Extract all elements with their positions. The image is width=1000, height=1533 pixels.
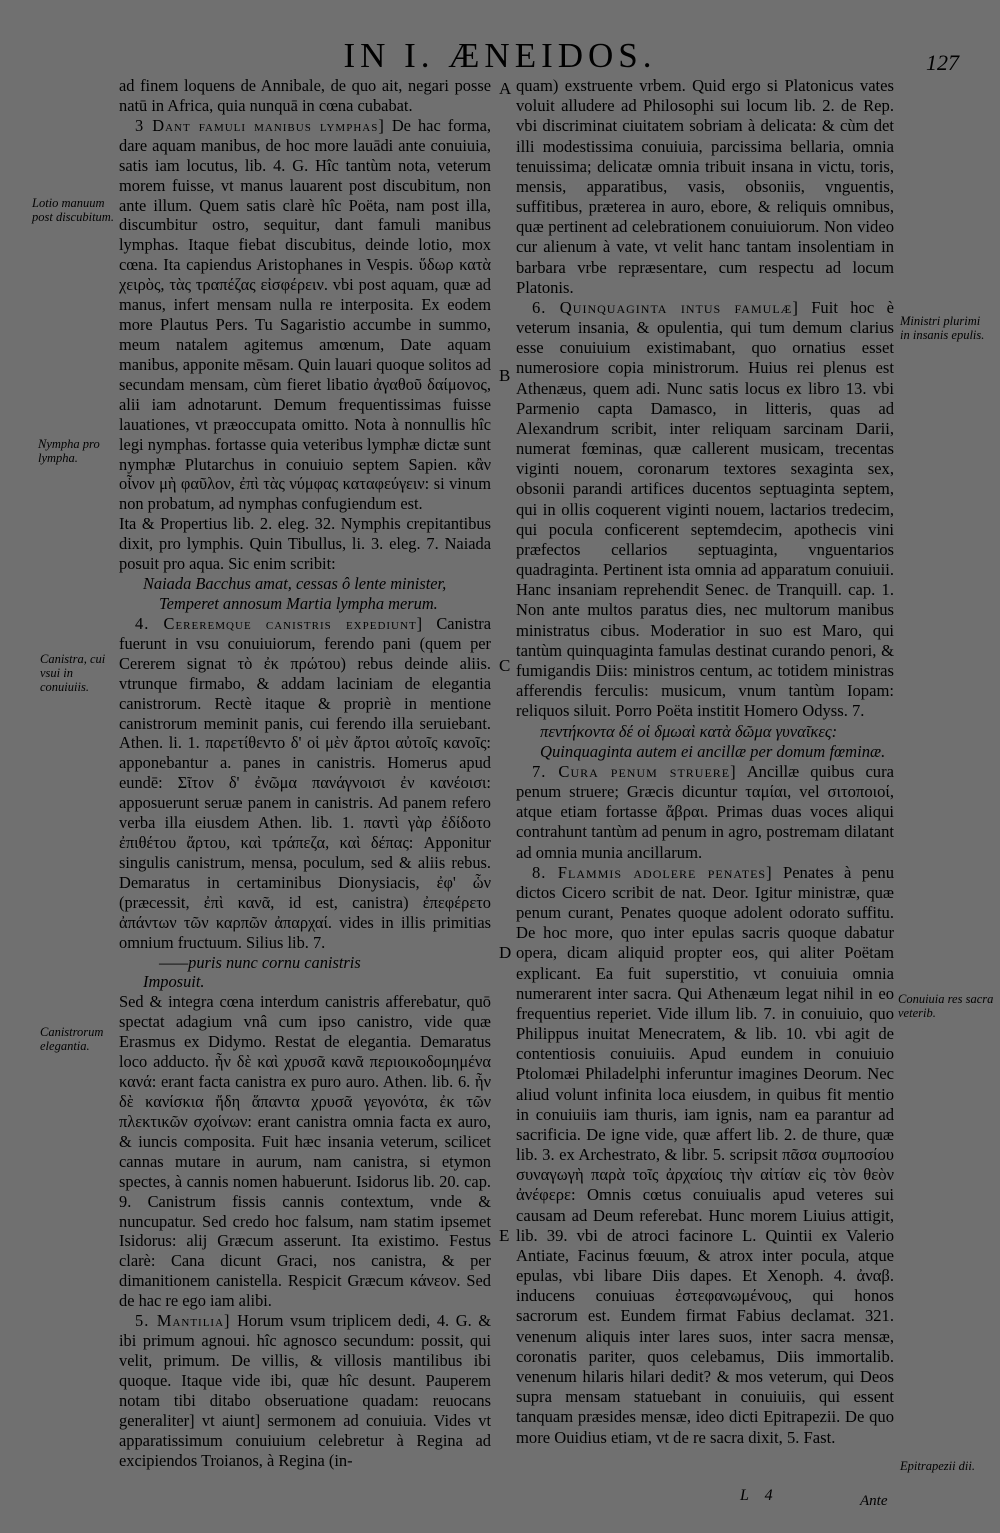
body-text: Naiada Bacchus amat, cessas ô lente minister, [143,574,447,594]
right-paragraph [516,863,894,1448]
lemma-heading: 6. Quinquaginta intus famulæ] [532,297,799,317]
left-paragraph [119,76,491,116]
body-text: Horum vsum triplicem dedi, 4. G. & ibi primum agnoui. hîc agnosco secundum: possit, qui velit, primum. De villis, & villosis mantilibus ibi quoque. Itaque vide ibi, quæ hîc desunt. Pauperem notam tibi ditabo obseruatione quadam: reuocans generaliter] vt aiunt] sermonem ad conuiuia. Vides vt apparatissimum conuiuium celebretur à Regina ad excipiendos Troianos, à Regina (in- [119,1311,491,1470]
running-title: IN I. ÆNEIDOS. [343,36,657,75]
signature-mark: L 4 [740,1487,779,1504]
page-number: 127 [926,50,959,75]
section-letter-b: B [499,366,511,385]
lemma-heading: 5. Mantilia] [135,1311,231,1331]
section-letter-c: C [499,656,511,675]
left-verse-line [119,574,491,594]
right-verse-line [516,742,894,762]
margin-note-nympha: Nympha pro lympha. [38,437,100,465]
body-text: Ancillæ quibus cura penum struere; Græcis dicuntur ταμίαι, vel σιτοποιοί, atque etiam fortasse ἄβραι. Primas duas voces aliqui contrahunt tantùm ad penum in agro, postremam dilatant ad omnia munia ancillarum. [516,761,894,862]
margin-note-lotio: Lotio manuum post discubitum. [32,196,114,224]
body-text: Quinquaginta autem ei ancillæ per domum fœminæ. [540,741,886,761]
body-text: Canistra fuerunt in vsu conuiuiorum, ferendo pani (quem per Cererem signat τὸ ἐκ πρώτου) rebus deinde aliis. vtrunque firmabo, & addam laciniam de elegantia canistrorum. Rectè itaque & propriè in mentione canistrorum meminit panis, cui ferendo illa seruiebant. Athen. li. 1. παρετίθεντο δ' οἱ μὲν ἄρτοι αὐτοῖς κανοῖς: apponebantur a. panes in canistris. Homerus apud eundē: Σῖτον δ' ἐνῶμα πανάγνοισι ἐν κανέοισι: apposuerunt seruæ panem in canistris. Ad panem refero verba illa eiusdem Athen. lib. 1. παντὶ γὰρ ἐδίδοτο ἐπιθέτου ἄρτου, καὶ τράπεζα, καὶ δέπας: Apponitur singulis canistrum, mensa, poculum, sed & aliis rebus. Demaratus in certaminibus Dionysiacis, ἐφ' ὧν (præcessit, ἐπὶ κανᾶ, id est, canistra) ἐπεφέρετο ἀπάντων τῶν καρπῶν ἀπαρχαί. vides in illis primitias omnium fructuum. Silius lib. 7. [119,613,491,952]
left-paragraph [119,116,491,514]
catchword: Ante [860,1493,888,1509]
body-text: πεντήκοντα δέ οἱ δμωαὶ κατὰ δῶμα γυναῖκες: [540,721,838,741]
margin-note-canistrorum: Canistrorum elegantia. [40,1025,104,1053]
left-paragraph [119,514,491,574]
body-text: Ita & Propertius lib. 2. eleg. 32. Nymphis crepitantibus dixit, pro lymphis. Quin Tibullus, li. 3. eleg. 7. Naiada posuit pro aqua. Sic enim scribit: [119,514,491,574]
lemma-heading: 4. Cereremque canistris expediunt] [135,613,424,633]
body-text: Fuit hoc è veterum insania, & opulentia, qui tum demum clarius esse conuiuium existimabant, quo ornatius esset numerosiore copia ministrorum. Huius rei plenus est Athenæus, quem adi. Nunc satis locus ex libro 13. vbi Parmenio capta Damasco, in litteris, quas ad Alexandrum scribit, inter reliquam sarcinam Darii, numerat fœminas, quæ callerent musicam, trecentas viginti nouem, coronarum textores sexaginta sex, obsonii parandi artifices ducentos septuaginta septem, qui in ollis coquerent viginti nouem, lactarios tredecim, qui pocula conficerent septemdecim, apothecis vini præfectos cellarios septuaginta, vnguentarios quadraginta. Pertinent ista omnia ad apparatum conuiuii. Hanc insaniam reprehendit Senec. de Tranquill. cap. 1. Non ante multos paratus dies, nec multorum manibus ministratus cibus. Moderatior in suo est Maro, qui tantùm quinquaginta famulas destinat curando penori, & fumigandis Diis: ministros centum, ac totidem ministras afferendis ferculis: musicum, vnum tantùm Iopam: reliquos siluit. Porro Poëta institit Homero Odyss. 7. [516,297,894,721]
section-letter-d: D [499,943,512,962]
right-paragraph [516,298,894,722]
body-text: ad finem loquens de Annibale, de quo ait, negari posse natū in Africa, quia nunquā in cœna cubabat. [119,76,491,115]
left-paragraph [119,992,491,1311]
left-verse-line [119,953,491,973]
lemma-heading: 8. Flammis adolere penates] [532,862,773,882]
body-text: Penates à penu dictos Cicero scribit de nat. Deor. Igitur ministræ, quæ penum curant, Penates quoque adolent odorato suffitu. De hoc more, quo inter epulas sacris quoque dabatur opera, dicam aliquid propter eos, qui aliter Poëtam explicant. Ea fuit superstitio, vt conuiuia omnia numerarent inter sacra. Qui Athenæum legat nihil in eo frequentius reperiet. Vide illum lib. 7. in conuiuio, quo Philippus inuitat Menecratem, & lib. 10. vbi agit de contentiosis conuiuiis. Apud eundem in conuiuio Ptolomæi Philadelphi inferuntur imagines Deorum. Nec aliud volunt infinita loca eiusdem, in quibus fit mentio in conuiuiis iam thuris, iam ignis, nam ea parantur ad sacrificia. De igne vide, quæ affert lib. 2. de thure, quæ lib. 3. ex Archestrato, & libr. 5. scripsit πᾶσα συμποσίου συναγωγὴ παρὰ τοῖς ἀρχαίοις τὴν αἰτίαν εἰς τὸν θεὸν ἀνέφερε: Omnis cœtus conuiualis apud veteres sui causam ad Deum referebat. Hunc morem Liuius attigit, lib. 39. vbi de atroci facinore L. Quintii ex Valerio Antiate, Facinus fœuum, & atrox inter pocula, atque epulas, vbi libare Diis dapes. Et Xenoph. 4. ἀναβ. inducens conuiuas ἐστεφανωμένους, qui honos sacrorum est. Eundem firmat Fabius declamat. 321. venenum aliquis inter lares suos, inter sacra mensæ, coronatis pariter, quos celebamus, Diis immortalib. venenum hilaris hilari dedit? & mos veterum, qui Deos supra mensam statuebant in conuiuiis, qui essent tanquam præsides mensæ, ideo dicti Epitrapezii. De quo more Ouidius etiam, vt de re sacra dixit, 5. Fast. [516,862,894,1447]
right-paragraph [516,76,894,298]
left-paragraph [119,1311,491,1470]
body-text: quam) exstruente vrbem. Quid ergo si Platonicus vates voluit alludere ad Philosophi sui locum lib. 2. de Rep. vbi discriminat ciuitatem sobriam à delicata: & cùm det illi modestissima conuiuia, parcissima bellaria, omnia tenuissima; delicatæ omnia tribuit insana in victu, toris, mensis, apparatibus, vasis, obsoniis, vnguentis, suffitibus, præterea in auro, ebore, & reliquis omnibus, quæ pertinent ad celebrationem conuiuiorum. Non video cur alienum à vate, vt velit hanc tantam insolentiam in barbara vrbe repræsentare, cum respectu ad locum Platonis. [516,76,894,297]
lemma-heading: 7. Cura penum struere] [532,761,737,781]
margin-note-epitrapezii: Epitrapezii dii. [900,1459,975,1473]
left-paragraph [119,614,491,953]
margin-note-canistra: Canistra, cui vsui in conuiuiis. [40,652,106,694]
body-text: Temperet annosum Martia lympha merum. [159,593,438,613]
body-text: ——puris nunc cornu canistris [159,952,361,972]
body-text: De hac forma, dare aquam manibus, de hoc more lauādi ante conuiuia, satis iam locutus, lib. 4. G. Hîc tantùm nota, veterum morem fuisse, vt manus lauarent post discubitum, non ante illum. Quem satis clarè hîc Poëta, nam post illa, discumbitur ostro, sequitur, dant famuli manibus lymphas. Itaque fiebat discubitus, deinde lotio, mox cœna. Ita capiendus Aristophanes in Vespis. ὕδωρ κατὰ χειρὸς, τὰς τραπέζας εἰσφέρειν. vbi post aquam, quæ ad manus, infert mensam nulla re interposita. Ex eodem more Plautus Pers. Tu Sagaristio accumbe in summo, meum natalem agitemus amœnum, Date aquam manibus, apponite mēsam. Quin lauari quoque solitos ad secundam mensam, cùm fieret libatio ἀγαθοῦ δαίμονος, alii iam adnotarunt. Demum frequentissimas fuisse lauationes, vt præoccupata omitto. Nota à nonnullis hîc legi nymphas. fortasse quia veteribus lymphæ dictæ sunt nymphæ Plutarchus in conuiuio septem Sapien. κἂν οἶνον μὴ φαῦλον, ἐπὶ τὰς νύμφας καταφεύγειν: si vinum non probatum, ad nymphas confugiendum est. [119,115,491,514]
right-verse-line [516,722,894,742]
margin-note-conuiuia: Conuiuia res sacra veterib. [898,992,994,1020]
section-letter-a: A [499,79,512,98]
margin-note-ministri: Ministri plurimi in insanis epulis. [900,314,985,342]
body-text: Imposuit. [143,972,205,992]
left-text-column [119,76,491,1471]
section-letter-e: E [499,1226,510,1245]
lemma-heading: 3 Dant famuli manibus lymphas] [135,115,385,135]
right-paragraph [516,762,894,863]
left-verse-line [119,594,491,614]
left-verse-line [119,972,491,992]
body-text: Sed & integra cœna interdum canistris afferebatur, quō spectat adagium vnâ cum ipso canistro, vide quæ Erasmus ex Didymo. Restat de elegantia. Demaratus loco adducto. ἦν δὲ καὶ χρυσᾶ κανᾶ περιοικοδομημένα κανά: erant facta canistra ex puro auro. Athen. lib. 6. ἦν δὲ κανίσκια ἤδη ἅπαντα χρυσᾶ γεγονότα, ἐκ τῶν πλεκτικῶν σχοίνων: erant canistra omnia facta ex auro, & iuncis composita. Fuit hæc insania veterum, scilicet cannas mutare in aurum, nam canistra, si etymon spectes, à cannis nomen habuerunt. Isidorus lib. 20. cap. 9. Canistrum fissis cannis contextum, vnde & nuncupatur. Sed credo hoc falsum, nam statim ipsemet Isidorus: alij Græcum asserunt. Ita existimo. Festus clarè: Cana dicunt Graci, nos canistra, & per dimanitionem canistella. Respicit Græcum κάνεον. Sed de hac re ego iam alibi. [119,992,491,1311]
right-text-column [516,76,894,1448]
